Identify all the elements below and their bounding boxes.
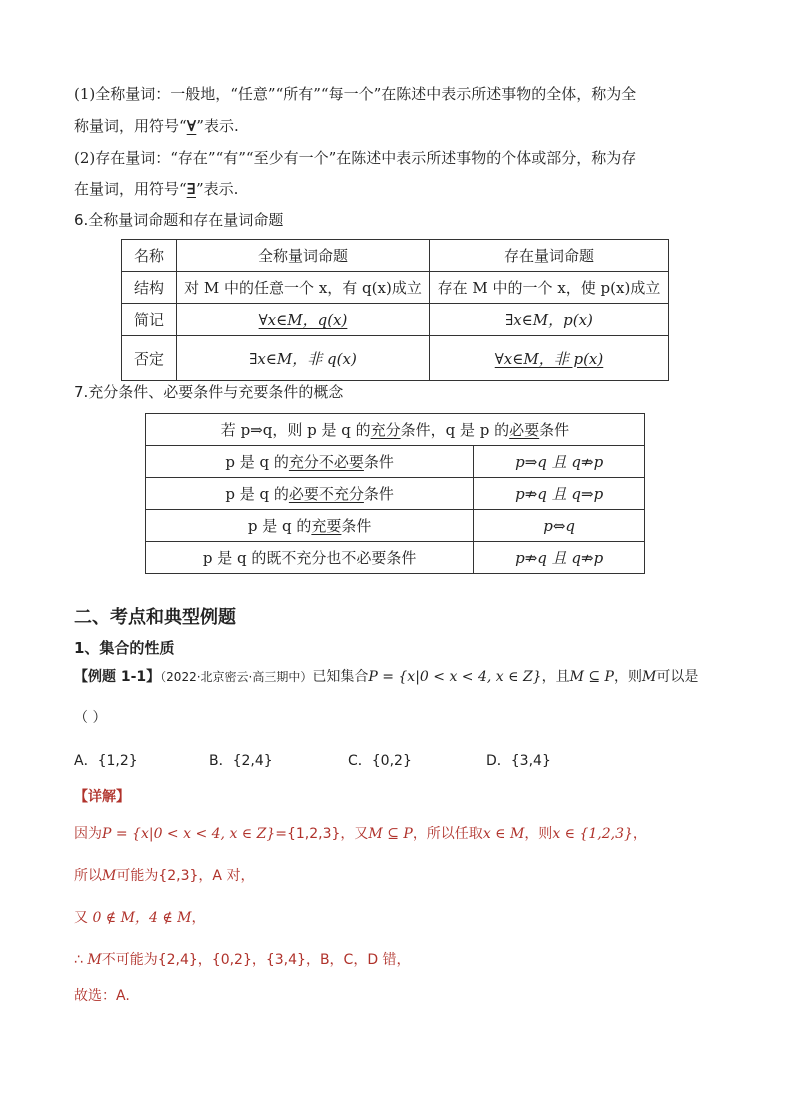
text-segment: p 是 q 的 bbox=[225, 453, 289, 471]
row-label: 否定 bbox=[122, 336, 177, 381]
option-a: A．{1,2} bbox=[74, 753, 138, 769]
existential-cell: ∀x∈M，非 p(x) bbox=[430, 336, 669, 381]
text-segment: ”表示. bbox=[196, 117, 239, 135]
option-d: D．{3,4} bbox=[486, 753, 551, 769]
header-universal: 全称量词命题 bbox=[177, 240, 430, 272]
condition-term: 充分不必要 bbox=[288, 453, 364, 471]
condition-table bbox=[145, 413, 645, 574]
table-row bbox=[122, 336, 669, 381]
text-segment: ”表示. bbox=[195, 180, 239, 198]
table-header-row bbox=[122, 240, 669, 272]
therefore-symbol: ∴ bbox=[74, 952, 88, 968]
text-segment: 可以是 bbox=[656, 669, 699, 685]
definition-cell bbox=[146, 414, 645, 446]
subset-relation: M ⊆ P bbox=[569, 669, 614, 685]
header-existential: 存在量词命题 bbox=[430, 240, 669, 272]
universal-quantifier-line-1: (1)全称量词：一般地，“任意”“所有”“每一个”在陈述中表示所述事物的全体，称为全 bbox=[74, 85, 637, 103]
text-segment: ， bbox=[191, 910, 206, 926]
example-stem bbox=[74, 667, 698, 687]
condition-cell bbox=[146, 446, 474, 478]
text-segment: ，则 bbox=[613, 669, 642, 685]
row-label: 结构 bbox=[122, 272, 177, 304]
part-2-heading: 二、考点和典型例题 bbox=[74, 607, 236, 628]
existential-cell: 存在 M 中的一个 x，使 p(x)成立 bbox=[430, 272, 669, 304]
variable-m: M bbox=[87, 952, 102, 968]
text-segment: 称量词，用符号“ bbox=[74, 117, 187, 135]
example-tag: 【例题 1-1】 bbox=[74, 669, 161, 685]
header-name: 名称 bbox=[122, 240, 177, 272]
text-segment: 所以 bbox=[74, 868, 102, 884]
existential-cell: ∃x∈M，p(x) bbox=[430, 304, 669, 336]
solution-answer: 故选：A. bbox=[74, 988, 130, 1004]
text-segment: 条件 bbox=[363, 485, 394, 503]
table-row bbox=[146, 446, 645, 478]
option-c: C．{0,2} bbox=[348, 753, 412, 769]
table-row bbox=[146, 414, 645, 446]
solution-line-1 bbox=[74, 824, 647, 844]
section-7-title: 7.充分条件、必要条件与充要条件的概念 bbox=[74, 383, 344, 401]
relation-cell: p⇏q 且 q⇒p bbox=[474, 478, 645, 510]
condition-cell bbox=[146, 510, 474, 542]
topic-1-heading: 1、集合的性质 bbox=[74, 639, 175, 657]
option-b: B．{2,4} bbox=[209, 753, 273, 769]
relation-cell: p⇏q 且 q⇏p bbox=[474, 542, 645, 574]
table-row bbox=[122, 272, 669, 304]
exists-symbol: ∃ bbox=[186, 180, 196, 198]
universal-cell: 对 M 中的任意一个 x，有 q(x)成立 bbox=[177, 272, 430, 304]
set-p-definition: P = {x|0 < x < 4, x ∈ Z} bbox=[368, 669, 542, 685]
term-necessary: 必要 bbox=[509, 421, 540, 439]
table-row bbox=[122, 304, 669, 336]
universal-cell: ∃x∈M，非 q(x) bbox=[177, 336, 430, 381]
term-sufficient: 充分 bbox=[370, 421, 401, 439]
universal-cell: ∀x∈M，q(x) bbox=[177, 304, 430, 336]
forall-symbol: ∀ bbox=[186, 117, 197, 135]
text-segment: ，则 bbox=[524, 826, 553, 842]
membership: x ∈ {1,2,3} bbox=[552, 826, 633, 842]
text-segment: 条件 bbox=[363, 453, 394, 471]
text-segment: 不可能为{2,4}，{0,2}，{3,4}，B，C，D 错， bbox=[101, 952, 411, 968]
text-segment: p 是 q 的 bbox=[225, 485, 289, 503]
text-segment: ，且 bbox=[541, 669, 570, 685]
solution-label: 【详解】 bbox=[74, 789, 130, 805]
text-segment: 条件 bbox=[341, 517, 372, 535]
table-row bbox=[146, 478, 645, 510]
condition-cell bbox=[146, 478, 474, 510]
solution-line-3 bbox=[74, 908, 205, 928]
variable-m: M bbox=[641, 669, 657, 685]
non-membership: 0 ∉ M，4 ∉ M bbox=[92, 910, 192, 926]
variable-m: M bbox=[102, 868, 117, 884]
membership: x ∈ M bbox=[482, 826, 525, 842]
answer-blank: （ ） bbox=[74, 710, 107, 726]
example-source: （2022·北京密云·高三期中） bbox=[160, 670, 313, 684]
text-segment: p 是 q 的 bbox=[247, 517, 312, 535]
section-6-title: 6.全称量词命题和存在量词命题 bbox=[74, 211, 284, 229]
subset-relation: M ⊆ P bbox=[368, 826, 413, 842]
text-segment: 若 p⇒q，则 p 是 q 的 bbox=[220, 421, 371, 439]
existential-quantifier-line-2 bbox=[74, 179, 238, 199]
existential-quantifier-line-1: (2)存在量词：“存在”“有”“至少有一个”在陈述中表示所述事物的个体或部分，称为存 bbox=[74, 149, 637, 167]
text-segment: ={1,2,3}，又 bbox=[275, 826, 369, 842]
condition-cell: p 是 q 的既不充分也不必要条件 bbox=[146, 542, 474, 574]
table-row bbox=[146, 542, 645, 574]
solution-line-2 bbox=[74, 866, 254, 886]
text-segment: 在量词，用符号“ bbox=[74, 180, 187, 198]
text-segment: 已知集合 bbox=[312, 669, 369, 685]
quantifier-table bbox=[121, 239, 669, 381]
solution-line-4 bbox=[74, 950, 411, 970]
text-segment: 因为 bbox=[74, 826, 102, 842]
set-p-definition: P = {x|0 < x < 4, x ∈ Z} bbox=[102, 826, 276, 842]
text-segment: ， bbox=[632, 826, 647, 842]
text-segment: ，所以任取 bbox=[412, 826, 483, 842]
text-segment: 可能为{2,3}，A 对， bbox=[116, 868, 255, 884]
text-segment: 条件 bbox=[539, 421, 570, 439]
universal-quantifier-line-2 bbox=[74, 116, 239, 136]
condition-term: 充要 bbox=[311, 517, 342, 535]
condition-term: 必要不充分 bbox=[288, 485, 364, 503]
row-label: 简记 bbox=[122, 304, 177, 336]
text-segment: 条件，q 是 p 的 bbox=[400, 421, 510, 439]
text-segment: 又 bbox=[74, 910, 93, 926]
table-row bbox=[146, 510, 645, 542]
relation-cell: p⇔q bbox=[474, 510, 645, 542]
relation-cell: p⇒q 且 q⇏p bbox=[474, 446, 645, 478]
